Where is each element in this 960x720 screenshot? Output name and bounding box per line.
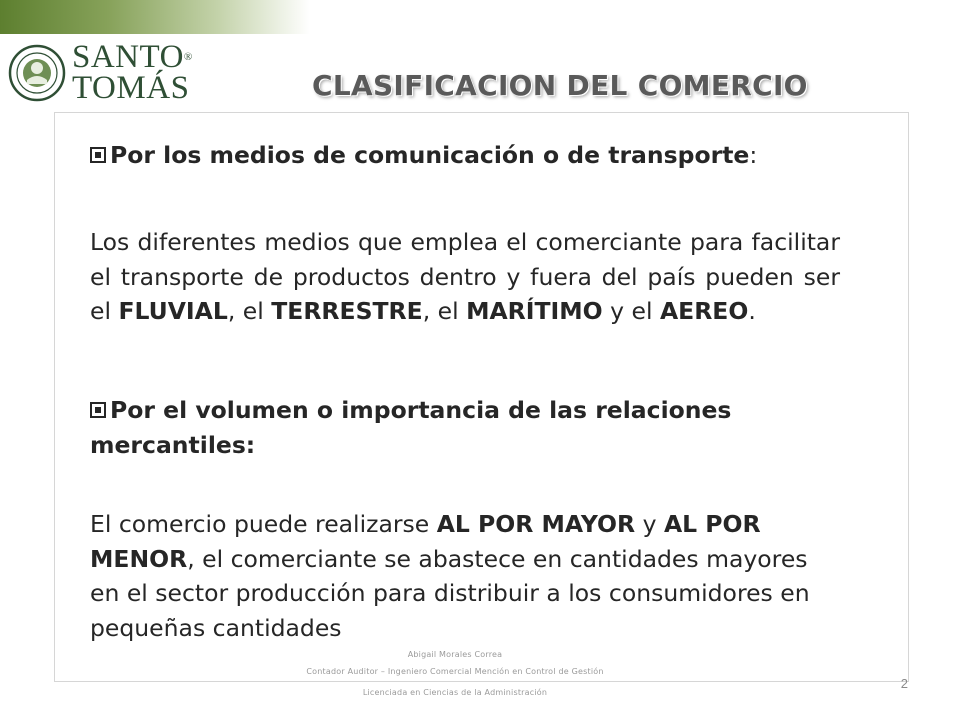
footer-author: Abigail Morales Correa — [407, 650, 503, 659]
section2-text-c: , el comerciante se abastece en cantidades mayores en el sector producción para distribuir a los consumidores en pequeñas cantidades — [90, 544, 810, 642]
section2-heading-line1: Por el volumen o importancia de las relaciones — [110, 396, 732, 424]
section2-text-b: y — [635, 510, 664, 538]
section2-heading — [90, 393, 840, 462]
seal-icon — [8, 44, 66, 102]
santo-tomas-logo — [8, 39, 208, 106]
slide-title: CLASIFICACION DEL COMERCIO — [312, 69, 808, 102]
header-gradient-bar — [0, 0, 310, 34]
section1-heading-line — [90, 138, 840, 173]
section1-text-b: , el — [227, 297, 272, 325]
section1-heading: Por los medios de comunicación o de transporte — [110, 141, 750, 169]
page-number: 2 — [900, 676, 908, 691]
checkbox-bullet-icon — [90, 147, 106, 163]
section1-bold-fluvial: FLUVIAL — [118, 297, 228, 325]
logo-line-1: SANTO — [72, 39, 184, 75]
logo-line-2: TOMÁS — [72, 70, 190, 106]
section2-paragraph — [90, 507, 840, 645]
section1-bold-terrestre: TERRESTRE — [271, 297, 423, 325]
section2-heading-line2: mercantiles: — [90, 430, 256, 459]
checkbox-bullet-icon — [90, 402, 106, 418]
section1-bold-aereo: AEREO — [659, 297, 749, 325]
section1-text-a: Los diferentes medios que emplea el comerciante para facilitar el transporte de productos dentro y fuera del país pueden ser el — [90, 228, 840, 325]
section1-text-c: , el — [422, 297, 467, 325]
section1-text-d: y el — [602, 297, 660, 325]
registered-mark: ® — [183, 51, 193, 63]
section2-bold-mayor: AL POR MAYOR — [436, 510, 636, 538]
section2-text-a: El comercio puede realizarse — [90, 510, 437, 538]
section1-text-e: . — [748, 297, 756, 325]
section1-paragraph — [90, 225, 840, 329]
footer-titles: Contador Auditor – Ingeniero Comercial Mención en Control de Gestión — [306, 667, 604, 676]
section1-heading-colon: : — [749, 141, 758, 169]
section2-bold-menor: AL POR MENOR — [90, 510, 761, 573]
footer-degree: Licenciada en Ciencias de la Administración — [362, 688, 548, 697]
section1-bold-maritimo: MARÍTIMO — [466, 297, 603, 325]
